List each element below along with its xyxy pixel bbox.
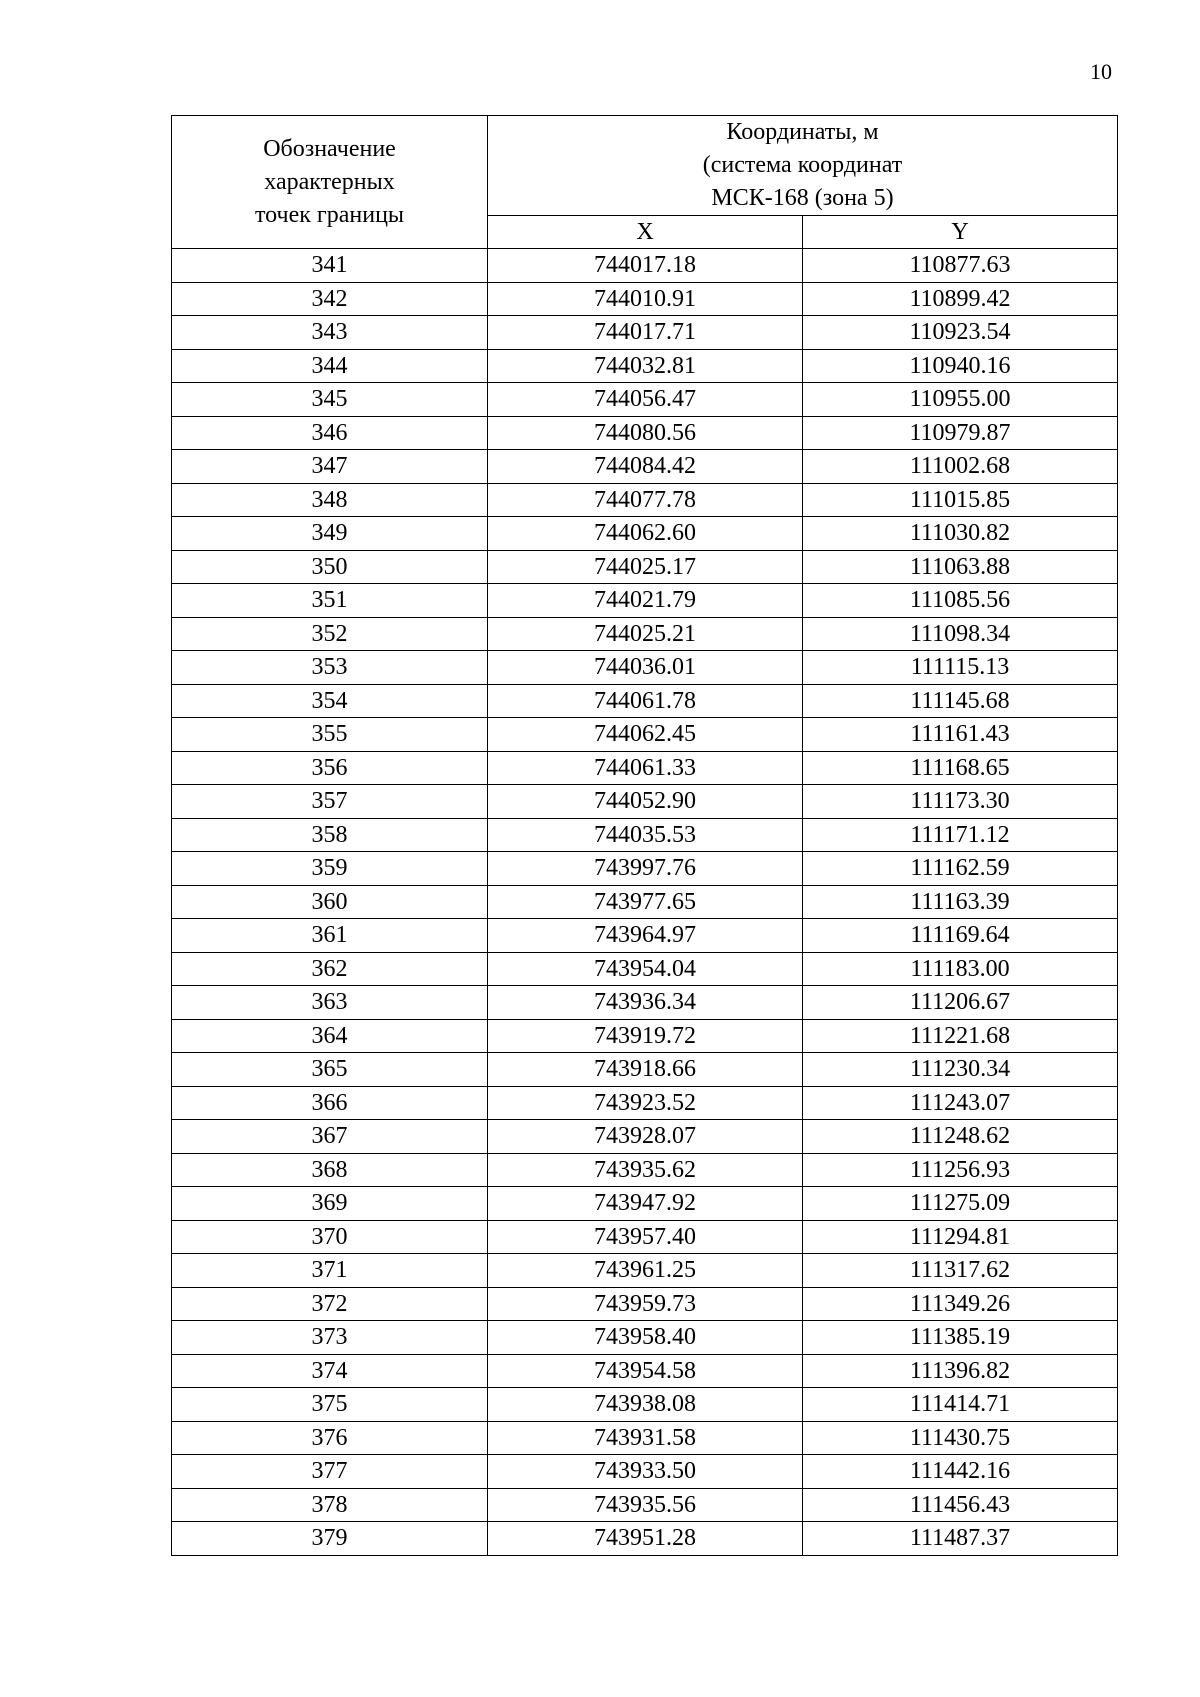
x-coordinate-cell: 743961.25	[488, 1254, 803, 1288]
point-header-line-2: характерных	[264, 168, 395, 195]
x-coordinate-cell: 743958.40	[488, 1321, 803, 1355]
y-coordinate-cell: 111442.16	[803, 1455, 1118, 1489]
x-coordinate-cell: 743935.62	[488, 1153, 803, 1187]
x-coordinate-cell: 744036.01	[488, 651, 803, 685]
table-row	[172, 282, 1118, 316]
y-coordinate-cell: 111206.67	[803, 986, 1118, 1020]
table-row	[172, 1488, 1118, 1522]
y-coordinate-cell: 111349.26	[803, 1287, 1118, 1321]
table-row	[172, 1220, 1118, 1254]
y-coordinate-cell: 111183.00	[803, 952, 1118, 986]
y-coordinate-cell: 111248.62	[803, 1120, 1118, 1154]
table-row	[172, 1187, 1118, 1221]
table-row	[172, 383, 1118, 417]
point-header-line-3: точек границы	[254, 201, 405, 228]
coords-header-line-2: (система координат	[702, 152, 903, 178]
y-coordinate-cell: 111171.12	[803, 818, 1118, 852]
x-coordinate-cell: 744061.33	[488, 751, 803, 785]
point-id-cell: 359	[172, 852, 488, 886]
point-id-cell: 354	[172, 684, 488, 718]
x-coordinate-cell: 744032.81	[488, 349, 803, 383]
point-id-cell: 358	[172, 818, 488, 852]
x-coordinate-cell: 744080.56	[488, 416, 803, 450]
table-row	[172, 517, 1118, 551]
point-id-cell: 363	[172, 986, 488, 1020]
x-coordinate-cell: 743938.08	[488, 1388, 803, 1422]
point-id-cell: 375	[172, 1388, 488, 1422]
point-id-cell: 368	[172, 1153, 488, 1187]
table-row	[172, 852, 1118, 886]
y-coordinate-cell: 111487.37	[803, 1522, 1118, 1556]
coordinates-header	[488, 116, 1118, 216]
point-id-cell: 371	[172, 1254, 488, 1288]
point-id-cell: 356	[172, 751, 488, 785]
x-coordinate-cell: 743919.72	[488, 1019, 803, 1053]
y-coordinate-cell: 111173.30	[803, 785, 1118, 819]
table-row	[172, 751, 1118, 785]
x-coordinate-cell: 744052.90	[488, 785, 803, 819]
y-coordinate-cell: 111256.93	[803, 1153, 1118, 1187]
point-id-cell: 346	[172, 416, 488, 450]
y-coordinate-cell: 110979.87	[803, 416, 1118, 450]
x-coordinate-cell: 743935.56	[488, 1488, 803, 1522]
point-id-cell: 361	[172, 919, 488, 953]
y-coordinate-cell: 111163.39	[803, 885, 1118, 919]
y-coordinate-cell: 111015.85	[803, 483, 1118, 517]
point-id-cell: 342	[172, 282, 488, 316]
point-id-cell: 372	[172, 1287, 488, 1321]
x-coordinate-cell: 743977.65	[488, 885, 803, 919]
x-coordinate-cell: 743923.52	[488, 1086, 803, 1120]
table-row	[172, 1254, 1118, 1288]
table-row	[172, 1053, 1118, 1087]
x-coordinate-cell: 743964.97	[488, 919, 803, 953]
point-id-cell: 367	[172, 1120, 488, 1154]
table-row	[172, 316, 1118, 350]
point-id-cell: 366	[172, 1086, 488, 1120]
y-coordinate-cell: 111385.19	[803, 1321, 1118, 1355]
x-coordinate-cell: 744010.91	[488, 282, 803, 316]
point-id-cell: 349	[172, 517, 488, 551]
point-header-line-1: Обозначение	[263, 135, 396, 162]
x-coordinate-cell: 743957.40	[488, 1220, 803, 1254]
table-row	[172, 785, 1118, 819]
table-row	[172, 617, 1118, 651]
y-coordinate-cell: 110955.00	[803, 383, 1118, 417]
table-row	[172, 952, 1118, 986]
point-id-cell: 373	[172, 1321, 488, 1355]
x-coordinate-cell: 744017.71	[488, 316, 803, 350]
table-row	[172, 1321, 1118, 1355]
y-coordinate-cell: 111221.68	[803, 1019, 1118, 1053]
table-row	[172, 584, 1118, 618]
x-coordinate-cell: 744017.18	[488, 249, 803, 283]
y-coordinate-cell: 111243.07	[803, 1086, 1118, 1120]
coordinates-table	[171, 115, 1118, 1556]
x-coordinate-cell: 743936.34	[488, 986, 803, 1020]
table-row	[172, 1120, 1118, 1154]
table-row	[172, 885, 1118, 919]
table-row	[172, 1153, 1118, 1187]
y-coordinate-cell: 111145.68	[803, 684, 1118, 718]
x-coordinate-cell: 744077.78	[488, 483, 803, 517]
y-coordinate-cell: 111430.75	[803, 1421, 1118, 1455]
y-coordinate-cell: 111063.88	[803, 550, 1118, 584]
y-coordinate-cell: 111162.59	[803, 852, 1118, 886]
y-coordinate-cell: 111456.43	[803, 1488, 1118, 1522]
point-id-cell: 374	[172, 1354, 488, 1388]
y-coordinate-cell: 111294.81	[803, 1220, 1118, 1254]
table-row	[172, 1388, 1118, 1422]
y-coordinate-cell: 111085.56	[803, 584, 1118, 618]
point-id-cell: 377	[172, 1455, 488, 1489]
table-row	[172, 483, 1118, 517]
y-coordinate-cell: 111317.62	[803, 1254, 1118, 1288]
point-id-cell: 352	[172, 617, 488, 651]
y-coordinate-cell: 111002.68	[803, 450, 1118, 484]
x-coordinate-cell: 744084.42	[488, 450, 803, 484]
x-coordinate-cell: 744035.53	[488, 818, 803, 852]
x-coordinate-cell: 744061.78	[488, 684, 803, 718]
point-id-cell: 370	[172, 1220, 488, 1254]
coords-header-line-3: МСК-168 (зона 5)	[711, 185, 894, 211]
table-row	[172, 718, 1118, 752]
x-coordinate-cell: 743931.58	[488, 1421, 803, 1455]
x-coordinate-cell: 743997.76	[488, 852, 803, 886]
point-id-cell: 348	[172, 483, 488, 517]
x-column-header: X	[488, 216, 803, 249]
y-coordinate-cell: 110899.42	[803, 282, 1118, 316]
x-coordinate-cell: 743959.73	[488, 1287, 803, 1321]
x-coordinate-cell: 744062.45	[488, 718, 803, 752]
table-header	[172, 116, 1118, 249]
y-coordinate-cell: 111115.13	[803, 651, 1118, 685]
point-id-cell: 344	[172, 349, 488, 383]
point-designation-header	[172, 116, 488, 249]
table-row	[172, 349, 1118, 383]
y-coordinate-cell: 110923.54	[803, 316, 1118, 350]
x-coordinate-cell: 743951.28	[488, 1522, 803, 1556]
point-id-cell: 360	[172, 885, 488, 919]
point-id-cell: 365	[172, 1053, 488, 1087]
y-column-header: Y	[803, 216, 1118, 249]
point-id-cell: 343	[172, 316, 488, 350]
point-id-cell: 364	[172, 1019, 488, 1053]
table-row	[172, 818, 1118, 852]
x-coordinate-cell: 744025.17	[488, 550, 803, 584]
table-body	[172, 249, 1118, 1556]
point-id-cell: 369	[172, 1187, 488, 1221]
x-coordinate-cell: 744021.79	[488, 584, 803, 618]
point-id-cell: 379	[172, 1522, 488, 1556]
point-id-cell: 362	[172, 952, 488, 986]
y-coordinate-cell: 111230.34	[803, 1053, 1118, 1087]
x-coordinate-cell: 743947.92	[488, 1187, 803, 1221]
table-row	[172, 416, 1118, 450]
x-coordinate-cell: 743954.04	[488, 952, 803, 986]
y-coordinate-cell: 111161.43	[803, 718, 1118, 752]
point-id-cell: 357	[172, 785, 488, 819]
table-row	[172, 1019, 1118, 1053]
point-id-cell: 378	[172, 1488, 488, 1522]
table-row	[172, 450, 1118, 484]
table-row	[172, 249, 1118, 283]
y-coordinate-cell: 110877.63	[803, 249, 1118, 283]
y-coordinate-cell: 111169.64	[803, 919, 1118, 953]
point-id-cell: 345	[172, 383, 488, 417]
point-id-cell: 350	[172, 550, 488, 584]
x-coordinate-cell: 743954.58	[488, 1354, 803, 1388]
table-row	[172, 684, 1118, 718]
table-row	[172, 1455, 1118, 1489]
coords-header-line-1: Координаты, м	[726, 119, 879, 145]
y-coordinate-cell: 111168.65	[803, 751, 1118, 785]
y-coordinate-cell: 111414.71	[803, 1388, 1118, 1422]
x-coordinate-cell: 744056.47	[488, 383, 803, 417]
table-row	[172, 1086, 1118, 1120]
y-coordinate-cell: 111275.09	[803, 1187, 1118, 1221]
x-coordinate-cell: 743928.07	[488, 1120, 803, 1154]
point-id-cell: 353	[172, 651, 488, 685]
table-row	[172, 986, 1118, 1020]
point-id-cell: 355	[172, 718, 488, 752]
x-coordinate-cell: 744025.21	[488, 617, 803, 651]
y-coordinate-cell: 111396.82	[803, 1354, 1118, 1388]
point-id-cell: 347	[172, 450, 488, 484]
table-row	[172, 1421, 1118, 1455]
table-row	[172, 1287, 1118, 1321]
y-coordinate-cell: 111030.82	[803, 517, 1118, 551]
x-coordinate-cell: 744062.60	[488, 517, 803, 551]
table-row	[172, 550, 1118, 584]
point-id-cell: 351	[172, 584, 488, 618]
table-row	[172, 1522, 1118, 1556]
table-row	[172, 651, 1118, 685]
y-coordinate-cell: 111098.34	[803, 617, 1118, 651]
point-id-cell: 376	[172, 1421, 488, 1455]
x-coordinate-cell: 743918.66	[488, 1053, 803, 1087]
y-coordinate-cell: 110940.16	[803, 349, 1118, 383]
point-id-cell: 341	[172, 249, 488, 283]
x-coordinate-cell: 743933.50	[488, 1455, 803, 1489]
table-row	[172, 1354, 1118, 1388]
page-number: 10	[1090, 59, 1112, 84]
table-row	[172, 919, 1118, 953]
